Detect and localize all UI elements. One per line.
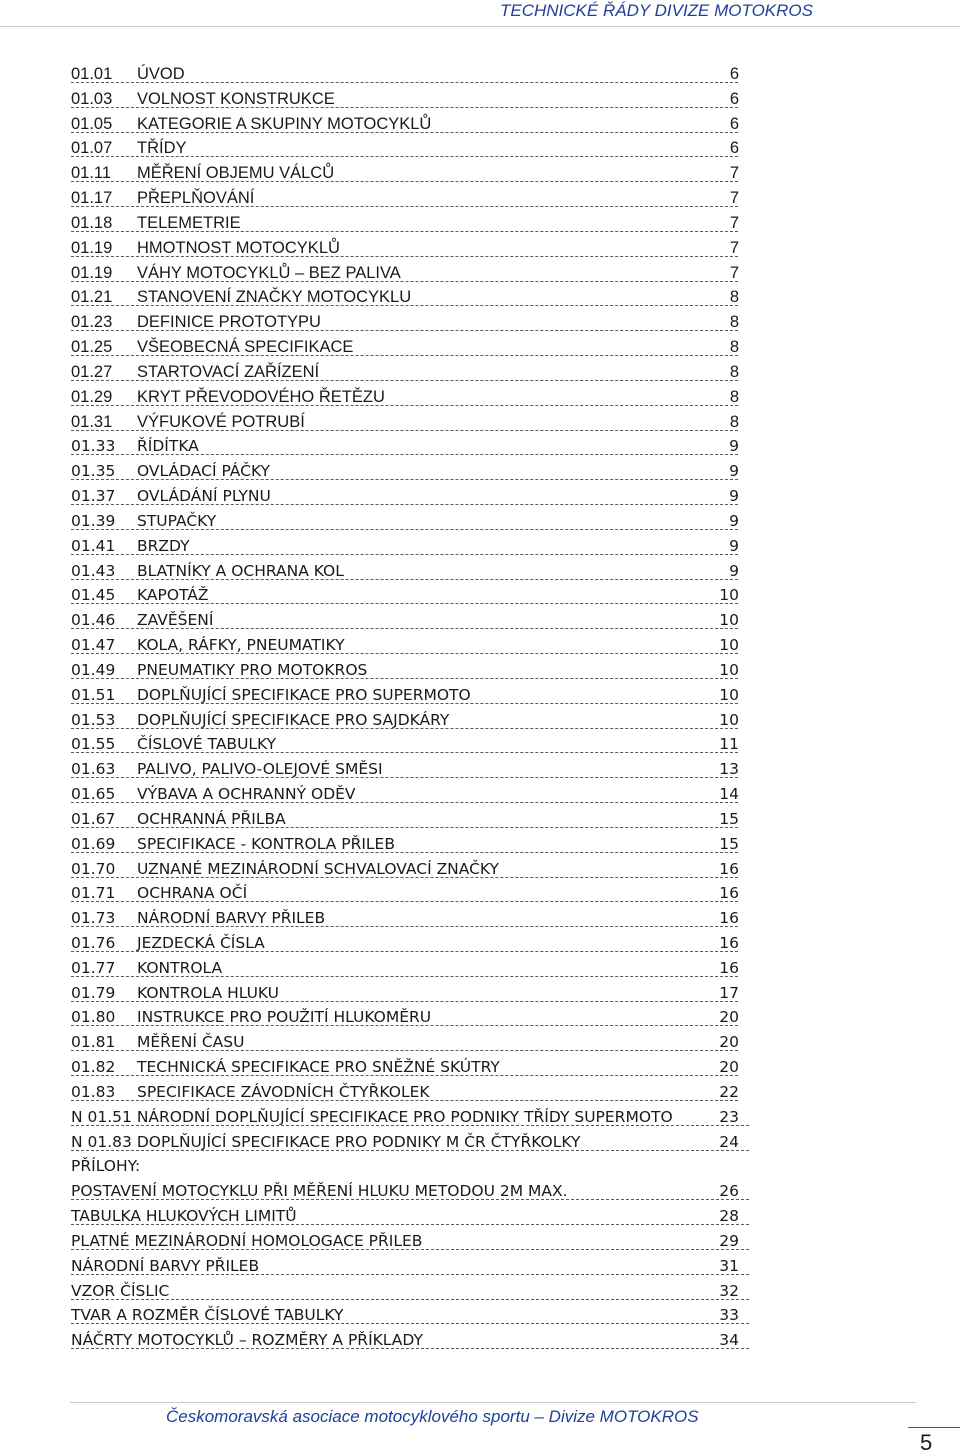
toc-entry-title: OVLÁDÁNÍ PLYNU bbox=[137, 487, 271, 506]
toc-entry[interactable] bbox=[0, 608, 960, 633]
toc-entry-title: N 01.83 DOPLŇUJÍCÍ SPECIFIKACE PRO PODNIKY M ČR ČTYŘKOLKY bbox=[71, 1132, 581, 1151]
toc-entry[interactable] bbox=[0, 1279, 960, 1304]
toc-entry-title: TŘÍDY bbox=[137, 139, 187, 158]
toc-entry-page: 26 bbox=[719, 1182, 739, 1201]
toc-entry-number: 01.45 bbox=[71, 586, 116, 605]
toc-entry-number: 01.33 bbox=[71, 437, 116, 456]
toc-entry[interactable] bbox=[0, 807, 960, 832]
page-header bbox=[0, 0, 960, 27]
toc-entry-number: 01.43 bbox=[71, 561, 116, 580]
toc-entry[interactable] bbox=[0, 87, 960, 112]
toc-entry-page: 10 bbox=[719, 685, 739, 704]
toc-entry-number: 01.49 bbox=[71, 660, 116, 679]
toc-entry-page: 29 bbox=[719, 1231, 739, 1250]
toc-entry-page: 24 bbox=[719, 1132, 739, 1151]
toc-entry[interactable] bbox=[0, 708, 960, 733]
toc-entry-page: 10 bbox=[719, 611, 739, 630]
toc-entry-title: ČÍSLOVÉ TABULKY bbox=[137, 735, 277, 754]
toc-entry[interactable] bbox=[0, 956, 960, 981]
toc-entry-title: VŠEOBECNÁ SPECIFIKACE bbox=[137, 338, 354, 357]
toc-entry-title: DOPLŇUJÍCÍ SPECIFIKACE PRO SAJDKÁRY bbox=[137, 710, 450, 729]
toc-entry-title: HMOTNOST MOTOCYKLŮ bbox=[137, 238, 340, 257]
toc-entry-page: 16 bbox=[719, 859, 739, 878]
toc-entry-page: 16 bbox=[719, 933, 739, 952]
toc-entry-title: VZOR ČÍSLIC bbox=[71, 1281, 170, 1300]
header-title: TECHNICKÉ ŘÁDY DIVIZE MOTOKROS bbox=[500, 1, 813, 20]
toc-entry-page: 8 bbox=[729, 313, 739, 332]
toc-entry[interactable] bbox=[0, 1229, 960, 1254]
toc-entry-title: SPECIFIKACE - KONTROLA PŘILEB bbox=[137, 834, 395, 853]
toc-entry-title: DOPLŇUJÍCÍ SPECIFIKACE PRO SUPERMOTO bbox=[137, 685, 471, 704]
toc-entry-page: 32 bbox=[719, 1281, 739, 1300]
toc-entry-title: DEFINICE PROTOTYPU bbox=[137, 313, 321, 332]
toc-entry-page: 20 bbox=[719, 1033, 739, 1052]
toc-entry-title: VÝBAVA A OCHRANNÝ ODĚV bbox=[137, 785, 356, 804]
toc-entry-title: STUPAČKY bbox=[137, 511, 217, 530]
toc-entry-number: 01.63 bbox=[71, 760, 116, 779]
toc-entry[interactable] bbox=[0, 236, 960, 261]
toc-entry-title: KOLA, RÁFKY, PNEUMATIKY bbox=[137, 636, 345, 655]
toc-entry[interactable] bbox=[0, 385, 960, 410]
toc-entry[interactable] bbox=[0, 161, 960, 186]
toc-entry-title: NÁRODNÍ BARVY PŘILEB bbox=[137, 909, 326, 928]
toc-entry-page: 9 bbox=[729, 536, 739, 555]
toc-entry-title: ZAVĚŠENÍ bbox=[137, 611, 214, 630]
toc-entry[interactable] bbox=[0, 1154, 960, 1179]
toc-entry-number: 01.27 bbox=[71, 362, 113, 381]
toc-entry-number: 01.37 bbox=[71, 487, 116, 506]
toc-entry[interactable] bbox=[0, 1303, 960, 1328]
toc-entry[interactable] bbox=[0, 981, 960, 1006]
toc-entry-page: 6 bbox=[729, 65, 739, 83]
toc-entry[interactable] bbox=[0, 857, 960, 882]
toc-entry-page: 7 bbox=[729, 189, 739, 208]
toc-entry-title: VÁHY MOTOCYKLŮ – BEZ PALIVA bbox=[137, 263, 401, 282]
toc-entry-title: BLATNÍKY A OCHRANA KOL bbox=[137, 561, 344, 580]
toc-entry-page: 6 bbox=[729, 89, 739, 108]
toc-entry-number: 01.39 bbox=[71, 511, 116, 530]
toc-entry[interactable] bbox=[0, 881, 960, 906]
toc-entry-page: 15 bbox=[719, 809, 739, 828]
toc-entry-number: 01.01 bbox=[71, 65, 113, 83]
toc-entry-page: 17 bbox=[719, 983, 739, 1002]
toc-entry-title: MĚŘENÍ ČASU bbox=[137, 1033, 245, 1052]
toc-entry-number: 01.65 bbox=[71, 785, 116, 804]
toc-entry-title: JEZDECKÁ ČÍSLA bbox=[137, 933, 265, 952]
toc-entry-number: 01.80 bbox=[71, 1008, 116, 1027]
toc-entry-page: 11 bbox=[719, 735, 739, 754]
toc-entry-number: 01.76 bbox=[71, 933, 116, 952]
toc-entry-number: 01.46 bbox=[71, 611, 116, 630]
toc-entry[interactable] bbox=[0, 832, 960, 857]
toc-entry-title: KAPOTÁŽ bbox=[137, 586, 209, 605]
toc-entry-number: 01.73 bbox=[71, 909, 116, 928]
toc-entry-page: 33 bbox=[719, 1306, 739, 1325]
toc-entry[interactable] bbox=[0, 1328, 960, 1353]
toc-entry[interactable] bbox=[0, 1254, 960, 1279]
toc-entry-title: STARTOVACÍ ZAŘÍZENÍ bbox=[137, 362, 320, 381]
toc-entry-page: 34 bbox=[719, 1331, 739, 1350]
toc-entry[interactable] bbox=[0, 1204, 960, 1229]
toc-entry-title: STANOVENÍ ZNAČKY MOTOCYKLU bbox=[137, 288, 412, 307]
toc-entry-title: PŘEPLŇOVÁNÍ bbox=[137, 189, 255, 208]
toc-entry[interactable] bbox=[0, 136, 960, 161]
toc-entry-title: TVAR A ROZMĚR ČÍSLOVÉ TABULKY bbox=[71, 1306, 344, 1325]
toc-entry[interactable] bbox=[0, 335, 960, 360]
toc-entry-page: 10 bbox=[719, 636, 739, 655]
toc-entry[interactable] bbox=[0, 583, 960, 608]
toc-entry-title: KONTROLA HLUKU bbox=[137, 983, 280, 1002]
toc-entry-title: ŘÍDÍTKA bbox=[137, 437, 199, 456]
toc-entry[interactable] bbox=[0, 732, 960, 757]
toc-entry[interactable] bbox=[0, 1030, 960, 1055]
toc-entry-page: 10 bbox=[719, 710, 739, 729]
toc-entry-page: 31 bbox=[719, 1256, 739, 1275]
toc-entry-page: 7 bbox=[729, 164, 739, 183]
toc-entry[interactable] bbox=[0, 1005, 960, 1030]
toc-entry-page: 8 bbox=[729, 362, 739, 381]
toc-entry-title: POSTAVENÍ MOTOCYKLU PŘI MĚŘENÍ HLUKU METODOU 2M MAX. bbox=[71, 1182, 568, 1201]
toc-entry[interactable] bbox=[0, 1130, 960, 1155]
toc-entry[interactable] bbox=[0, 410, 960, 435]
toc-entry-number: 01.81 bbox=[71, 1033, 116, 1052]
toc-entry[interactable] bbox=[0, 534, 960, 559]
toc-entry-page: 9 bbox=[729, 561, 739, 580]
toc-entry-title: PNEUMATIKY PRO MOTOKROS bbox=[137, 660, 368, 679]
toc-entry[interactable] bbox=[0, 906, 960, 931]
toc-entry-number: 01.21 bbox=[71, 288, 113, 307]
toc-entry-title: SPECIFIKACE ZÁVODNÍCH ČTYŘKOLEK bbox=[137, 1082, 430, 1101]
toc-entry[interactable] bbox=[0, 360, 960, 385]
toc-entry-number: 01.71 bbox=[71, 884, 116, 903]
toc-entry-number: 01.18 bbox=[71, 213, 113, 232]
toc-entry[interactable] bbox=[0, 261, 960, 286]
toc-entry-title: KRYT PŘEVODOVÉHO ŘETĚZU bbox=[137, 387, 385, 406]
toc-entry[interactable] bbox=[0, 509, 960, 534]
toc-entry[interactable] bbox=[0, 285, 960, 310]
toc-entry-page: 8 bbox=[729, 288, 739, 307]
toc-entry-number: 01.19 bbox=[71, 238, 113, 257]
toc-entry-number: 01.35 bbox=[71, 462, 116, 481]
toc-entry[interactable] bbox=[0, 782, 960, 807]
toc-entry[interactable] bbox=[0, 1080, 960, 1105]
toc-entry-number: 01.79 bbox=[71, 983, 116, 1002]
toc-entry-title: INSTRUKCE PRO POUŽITÍ HLUKOMĚRU bbox=[137, 1008, 432, 1027]
toc-entry-page: 15 bbox=[719, 834, 739, 853]
toc-entry-page: 6 bbox=[729, 114, 739, 133]
toc-entry[interactable] bbox=[0, 310, 960, 335]
toc-entry-title: TECHNICKÁ SPECIFIKACE PRO SNĚŽNÉ SKÚTRY bbox=[137, 1058, 500, 1077]
toc-entry[interactable] bbox=[0, 62, 960, 87]
toc-entry[interactable] bbox=[0, 1179, 960, 1204]
toc-entry-number: 01.83 bbox=[71, 1082, 116, 1101]
toc-entry-title: NÁRODNÍ BARVY PŘILEB bbox=[71, 1256, 260, 1275]
toc-entry-number: 01.77 bbox=[71, 958, 116, 977]
toc-entry-page: 7 bbox=[729, 263, 739, 282]
toc-entry-title: OCHRANA OČÍ bbox=[137, 884, 248, 903]
toc-entry-number: 01.41 bbox=[71, 536, 116, 555]
toc-entry-title: NÁČRTY MOTOCYKLŮ – ROZMĚRY A PŘÍKLADY bbox=[71, 1331, 423, 1350]
footer-divider bbox=[70, 1402, 916, 1403]
toc-entry-page: 16 bbox=[719, 958, 739, 977]
toc-entry-number: 01.82 bbox=[71, 1058, 116, 1077]
toc-entry-page: 16 bbox=[719, 909, 739, 928]
toc-entry-number: 01.23 bbox=[71, 313, 113, 332]
toc-entry[interactable] bbox=[0, 931, 960, 956]
toc-entry-number: 01.51 bbox=[71, 685, 116, 704]
toc-entry-title: ÚVOD bbox=[137, 65, 185, 83]
toc-entry[interactable] bbox=[0, 459, 960, 484]
toc-entry[interactable] bbox=[0, 484, 960, 509]
toc-entry-number: 01.70 bbox=[71, 859, 116, 878]
footer-organization: Českomoravská asociace motocyklového sportu – Divize MOTOKROS bbox=[166, 1407, 699, 1426]
toc-entry-number: 01.11 bbox=[71, 164, 112, 183]
toc-entry-page: 9 bbox=[729, 511, 739, 530]
toc-entry-page: 10 bbox=[719, 660, 739, 679]
toc-entry-number: 01.67 bbox=[71, 809, 116, 828]
toc-entry-number: 01.07 bbox=[71, 139, 113, 158]
toc-entry-number: 01.47 bbox=[71, 636, 116, 655]
toc-entry-page: 14 bbox=[719, 785, 739, 804]
toc-entry-page: 9 bbox=[729, 437, 739, 456]
toc-entry-title: OVLÁDACÍ PÁČKY bbox=[137, 462, 271, 481]
toc-entry-title: PLATNÉ MEZINÁRODNÍ HOMOLOGACE PŘILEB bbox=[71, 1231, 423, 1250]
toc-entry-number: 01.05 bbox=[71, 114, 113, 133]
toc-entry-page: 7 bbox=[729, 238, 739, 257]
toc-entry-page: 16 bbox=[719, 884, 739, 903]
toc-entry[interactable] bbox=[0, 559, 960, 584]
toc-entry-page: 8 bbox=[729, 338, 739, 357]
toc-entry-title: OCHRANNÁ PŘILBA bbox=[137, 809, 286, 828]
toc-entry-title: VÝFUKOVÉ POTRUBÍ bbox=[137, 412, 305, 431]
toc-entry-title: BRZDY bbox=[137, 536, 190, 555]
toc-entry-page: 28 bbox=[719, 1207, 739, 1226]
toc-entry-number: 01.69 bbox=[71, 834, 116, 853]
toc-entry[interactable] bbox=[0, 1055, 960, 1080]
toc-entry-page: 20 bbox=[719, 1008, 739, 1027]
toc-entry[interactable] bbox=[0, 434, 960, 459]
toc-entry-page: 13 bbox=[719, 760, 739, 779]
toc-entry-title: N 01.51 NÁRODNÍ DOPLŇUJÍCÍ SPECIFIKACE PRO PODNIKY TŘÍDY SUPERMOTO bbox=[71, 1107, 673, 1126]
toc-entry-title: VOLNOST KONSTRUKCE bbox=[137, 89, 335, 108]
toc-entry-title: KATEGORIE A SKUPINY MOTOCYKLŮ bbox=[137, 114, 432, 133]
toc-entry-title: KONTROLA bbox=[137, 958, 223, 977]
toc-entry[interactable] bbox=[0, 683, 960, 708]
toc-entry-number: 01.29 bbox=[71, 387, 113, 406]
table-of-contents bbox=[0, 62, 960, 1353]
toc-entry[interactable] bbox=[0, 633, 960, 658]
toc-entry-page: 7 bbox=[729, 213, 739, 232]
toc-entry-title: PALIVO, PALIVO-OLEJOVÉ SMĚSI bbox=[137, 760, 383, 779]
toc-entry[interactable] bbox=[0, 211, 960, 236]
toc-entry-page: 23 bbox=[719, 1107, 739, 1126]
toc-entry[interactable] bbox=[0, 186, 960, 211]
toc-entry-title: UZNANÉ MEZINÁRODNÍ SCHVALOVACÍ ZNAČKY bbox=[137, 859, 500, 878]
toc-entry-number: 01.25 bbox=[71, 338, 113, 357]
toc-entry-page: 9 bbox=[729, 462, 739, 481]
toc-entry-page: 8 bbox=[729, 412, 739, 431]
toc-entry-page: 22 bbox=[719, 1082, 739, 1101]
toc-entry-number: 01.55 bbox=[71, 735, 116, 754]
toc-entry-number: 01.19 bbox=[71, 263, 113, 282]
toc-entry-page: 10 bbox=[719, 586, 739, 605]
page-number-rule bbox=[908, 1427, 960, 1428]
toc-entry[interactable] bbox=[0, 112, 960, 137]
page-number: 5 bbox=[920, 1430, 933, 1455]
toc-entry-page: 6 bbox=[729, 139, 739, 158]
toc-entry[interactable] bbox=[0, 1105, 960, 1130]
toc-entry[interactable] bbox=[0, 757, 960, 782]
toc-entry-page: 8 bbox=[729, 387, 739, 406]
toc-section-heading: PŘÍLOHY: bbox=[71, 1157, 141, 1176]
toc-entry[interactable] bbox=[0, 658, 960, 683]
toc-entry-number: 01.31 bbox=[71, 412, 113, 431]
toc-entry-title: TELEMETRIE bbox=[137, 213, 241, 232]
toc-entry-page: 9 bbox=[729, 487, 739, 506]
toc-entry-number: 01.17 bbox=[71, 189, 113, 208]
toc-entry-number: 01.03 bbox=[71, 89, 113, 108]
toc-entry-title: MĚŘENÍ OBJEMU VÁLCŮ bbox=[137, 164, 335, 183]
toc-entry-number: 01.53 bbox=[71, 710, 116, 729]
toc-entry-page: 20 bbox=[719, 1058, 739, 1077]
toc-entry-title: TABULKA HLUKOVÝCH LIMITŮ bbox=[71, 1207, 297, 1226]
